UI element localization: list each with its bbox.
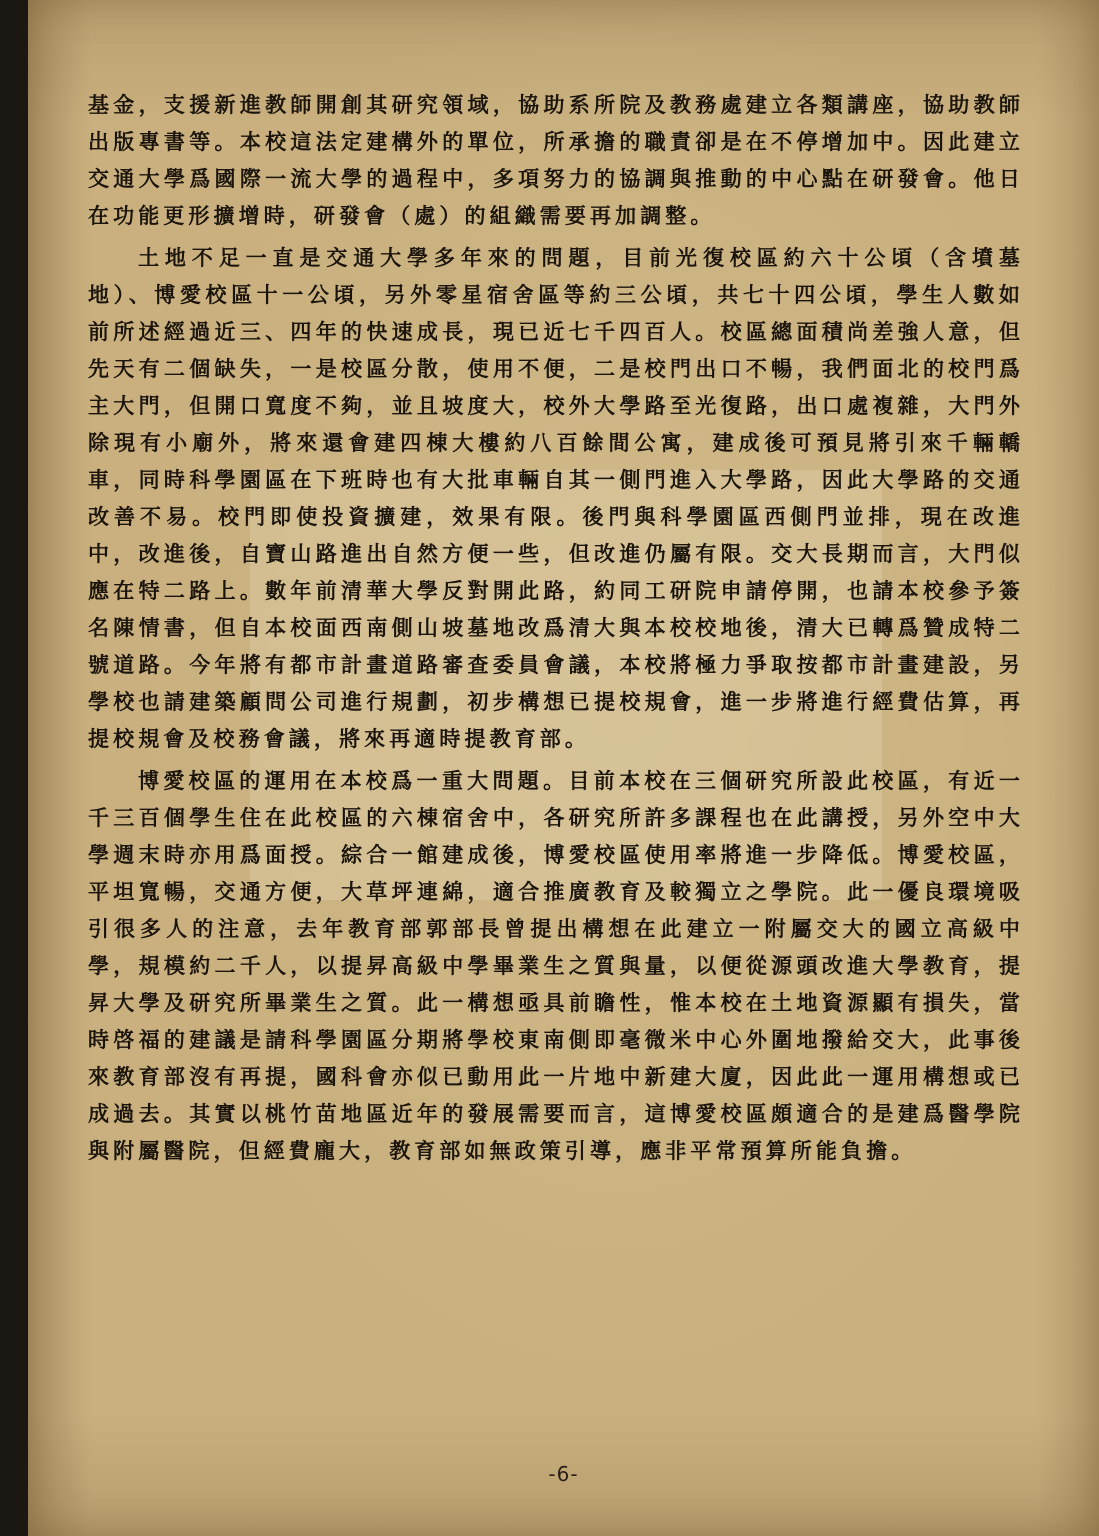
document-page — [28, 0, 1099, 1536]
page-number: -6- — [548, 1462, 579, 1486]
paragraph-3: 博愛校區的運用在本校爲一重大問題。目前本校在三個研究所設此校區，有近一千三百個學生住在此校區的六棟宿舍中，各研究所許多課程也在此講授，另外空中大學週末時亦用爲面授。綜合一館建成後，博愛校區使用率將進一步降低。博愛校區，平坦寬暢，交通方便，大草坪連綿，適合推廣教育及較獨立之學院。此一優良環境吸引很多人的注意，去年教育部郭部長曾提出構想在此建立一附屬交大的國立高級中學，規模約二千人，以提昇高級中學畢業生之質與量，以便從源頭改進大學教育，提昇大學及研究所畢業生之質。此一構想亟具前瞻性，惟本校在土地資源顯有損失，當時啓福的建議是請科學園區分期將學校東南側即毫微米中心外圍地撥給交大，此事後來教育部沒有再提，國科會亦似已動用此一片地中新建大廈，因此此一運用構想或已成過去。其實以桃竹苗地區近年的發展需要而言，這博愛校區頗適合的是建爲醫學院與附屬醫院，但經費龐大，教育部如無政策引導，應非平常預算所能負擔。 — [88, 768, 1024, 1163]
paragraph-1: 基金，支援新進教師開創其研究領域，協助系所院及教務處建立各類講座，協助教師出版專書等。本校這法定建構外的單位，所承擔的職責卻是在不停增加中。因此建立交通大學爲國際一流大學的過程中，多項努力的協調與推動的中心點在研發會。他日在功能更形擴增時，研發會（處）的組織需要再加調整。 — [88, 92, 1024, 228]
paragraph-2: 土地不足一直是交通大學多年來的問題，目前光復校區約六十公頃（含墳墓地）、博愛校區十一公頃，另外零星宿舍區等約三公頃，共七十四公頃，學生人數如前所述經過近三、四年的快速成長，現已近七千四百人。校區總面積尚差強人意，但先天有二個缺失，一是校區分散，使用不便，二是校門出口不暢，我們面北的校門爲主大門，但開口寬度不夠，並且坡度大，校外大學路至光復路，出口處複雜，大門外除現有小廟外，將來還會建四棟大樓約八百餘間公寓，建成後可預見將引來千輛轎車，同時科學園區在下班時也有大批車輛自其一側門進入大學路，因此大學路的交通改善不易。校門即使投資擴建，效果有限。後門與科學園區西側門並排，現在改進中，改進後，自寶山路進出自然方便一些，但改進仍屬有限。交大長期而言，大門似應在特二路上。數年前清華大學反對開此路，約同工研院申請停開，也請本校參予簽名陳情書，但自本校面西南側山坡墓地改爲清大與本校校地後，清大已轉爲贊成特二號道路。今年將有都市計畫道路審查委員會議，本校將極力爭取按都市計畫建設，另學校也請建築顧問公司進行規劃，初步構想已提校規會，進一步將進行經費估算，再提校規會及校務會議，將來再適時提教育部。 — [88, 245, 1024, 751]
body-text — [88, 86, 1024, 1169]
